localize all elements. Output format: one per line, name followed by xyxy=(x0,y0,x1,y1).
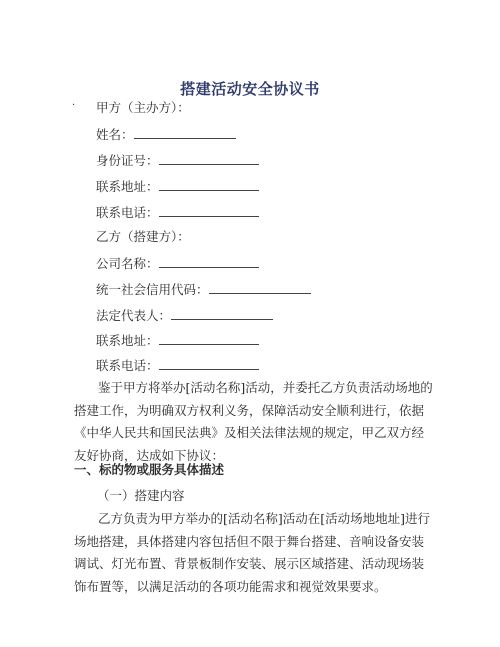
party-a-id-blank[interactable] xyxy=(159,152,259,165)
party-a-id-row xyxy=(96,152,259,169)
party-a-name-label: 姓名： xyxy=(96,127,134,142)
party-b-credit-row xyxy=(96,281,311,298)
section1-subheading: （一）搭建内容 xyxy=(97,488,185,503)
party-b-heading: 乙方（搭建方）： xyxy=(96,229,190,244)
document-title: 搭建活动安全协议书 xyxy=(180,80,320,98)
party-b-phone-blank[interactable] xyxy=(159,357,259,370)
party-b-address-blank[interactable] xyxy=(159,332,259,345)
party-a-heading: 甲方（主办方）： xyxy=(96,100,190,115)
party-b-company-blank[interactable] xyxy=(159,255,259,268)
party-a-name-blank[interactable] xyxy=(134,126,236,139)
party-b-address-row xyxy=(96,332,259,349)
party-a-name-row xyxy=(96,126,236,143)
party-a-address-label: 联系地址： xyxy=(96,179,159,194)
party-a-address-row xyxy=(96,178,259,195)
party-b-company-row xyxy=(96,255,259,272)
party-b-legal-blank[interactable] xyxy=(171,307,273,320)
party-b-address-label: 联系地址： xyxy=(96,333,159,348)
section1-paragraph: 乙方负责为甲方举办的[活动名称]活动在[活动场地地址]进行场地搭建，具体搭建内容包括但不限于舞台搭建、音响设备安装调试、灯光布置、背景板制作安装、展示区域搭建、活动现场装饰布置等，以满足活动的各项功能需求和视觉效果要求。 xyxy=(74,511,431,594)
party-b-credit-blank[interactable] xyxy=(209,281,311,294)
party-b-legal-label: 法定代表人： xyxy=(96,308,172,323)
section1-heading: 一、标的物或服务具体描述 xyxy=(74,462,225,477)
party-b-company-label: 公司名称： xyxy=(96,256,159,271)
party-b-phone-label: 联系电话： xyxy=(96,358,159,373)
party-a-phone-label: 联系电话： xyxy=(96,205,159,220)
party-a-phone-row xyxy=(96,204,259,221)
bullet-mark: · xyxy=(72,100,76,111)
intro-paragraph: 鉴于甲方将举办[活动名称]活动，并委托乙方负责活动场地的搭建工作，为明确双方权利义务，保障活动安全顺利进行，依据《中华人民共和国民法典》及相关法律法规的规定，甲乙双方经友好协商，达成如下协议： xyxy=(74,380,433,463)
party-b-phone-row xyxy=(96,357,259,374)
party-a-address-blank[interactable] xyxy=(159,178,259,191)
party-a-phone-blank[interactable] xyxy=(159,204,259,217)
party-b-legal-row xyxy=(96,307,273,324)
party-a-id-label: 身份证号： xyxy=(96,153,159,168)
party-b-credit-label: 统一社会信用代码： xyxy=(96,282,209,297)
